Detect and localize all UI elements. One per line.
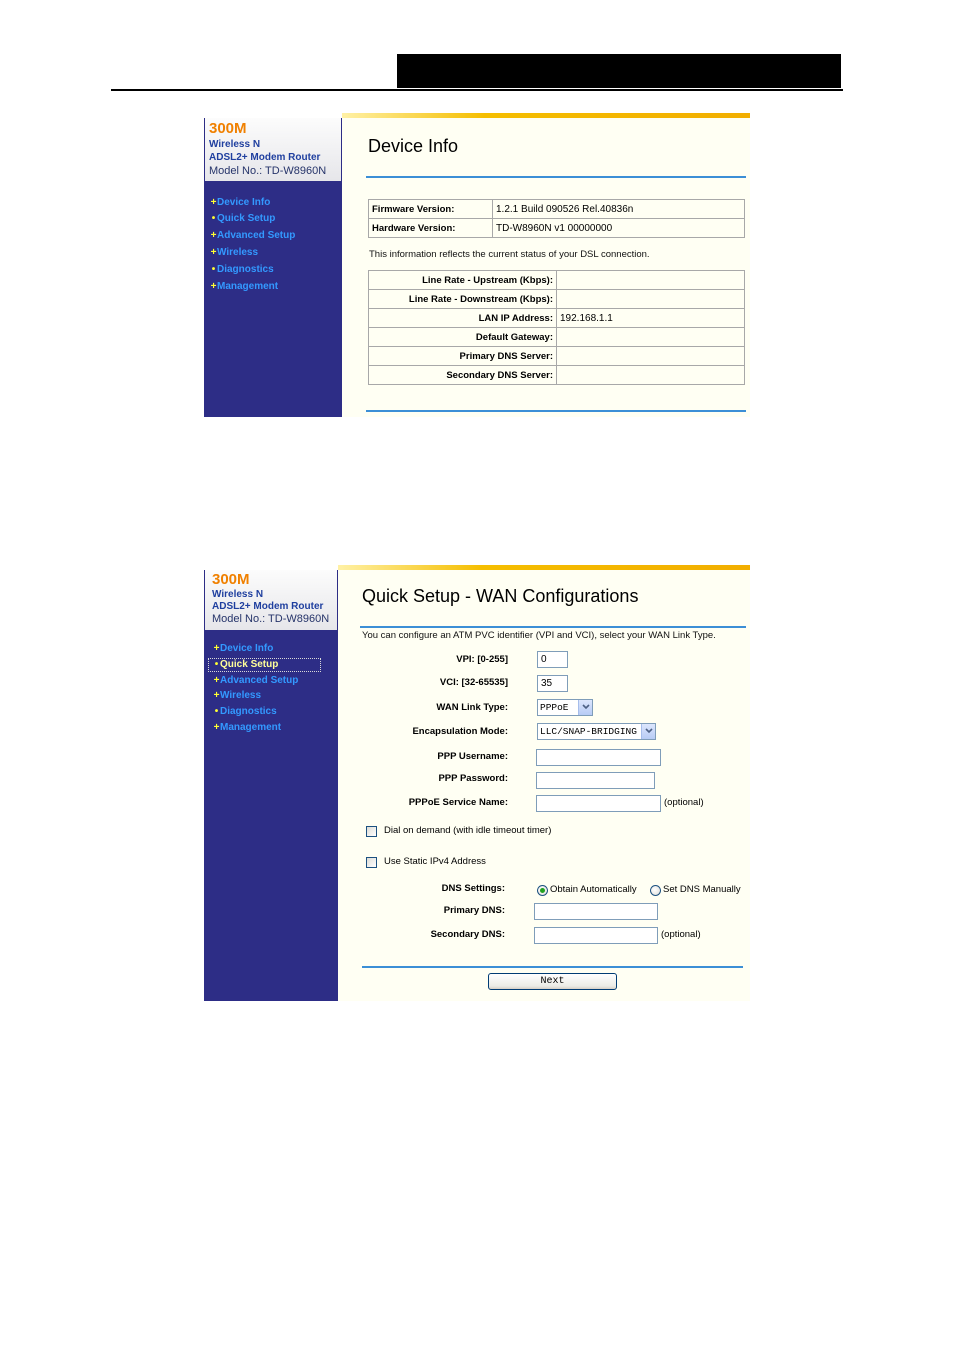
logo-line-2: ADSL2+ Modem Router	[209, 152, 321, 163]
quick-setup-screenshot	[204, 565, 750, 1001]
upstream-rate-label: Line Rate - Upstream (Kbps):	[369, 271, 557, 290]
title-divider	[360, 626, 746, 628]
menu-marker: +	[210, 197, 217, 208]
header-bar	[397, 54, 841, 88]
firmware-version-label: Firmware Version:	[369, 200, 493, 219]
table-row	[369, 347, 745, 366]
menu-item-management[interactable]	[213, 722, 281, 734]
secondary-dns-value	[557, 366, 745, 385]
next-button[interactable]: Next	[488, 973, 617, 990]
firmware-version-value: 1.2.1 Build 090526 Rel.40836n	[493, 200, 745, 219]
wan-link-type-label: WAN Link Type:	[436, 702, 508, 713]
status-note: This information reflects the current status of your DSL connection.	[369, 249, 650, 260]
downstream-rate-label: Line Rate - Downstream (Kbps):	[369, 290, 557, 309]
ppp-password-label: PPP Password:	[438, 773, 508, 784]
menu-item-wireless[interactable]	[213, 690, 261, 702]
vpi-label: VPI: [0-255]	[456, 654, 508, 665]
chevron-down-icon[interactable]	[578, 700, 592, 715]
vci-label: VCI: [32-65535]	[439, 677, 508, 688]
set-dns-manually-radio[interactable]	[650, 885, 661, 896]
device-info-screenshot	[204, 113, 750, 417]
header-rule	[111, 89, 843, 91]
optional-hint: (optional)	[664, 797, 704, 808]
menu-item-label: Advanced Setup	[217, 230, 296, 241]
secondary-dns-label: Secondary DNS:	[430, 929, 505, 940]
menu-marker: •	[211, 213, 216, 224]
primary-dns-value	[557, 347, 745, 366]
logo-line-1: Wireless N	[209, 139, 261, 150]
page-title: Quick Setup - WAN Configurations	[362, 586, 639, 606]
lan-ip-value: 192.168.1.1	[557, 309, 745, 328]
menu-item-label: Device Info	[220, 643, 274, 654]
menu-item-label: Diagnostics	[217, 264, 274, 275]
pppoe-service-name-label: PPPoE Service Name:	[408, 797, 508, 808]
default-gateway-label: Default Gateway:	[369, 328, 557, 347]
table-row	[369, 328, 745, 347]
menu-marker: +	[210, 230, 217, 241]
menu-item-device-info[interactable]	[210, 197, 270, 209]
menu-item-quick-setup[interactable]	[210, 213, 275, 225]
wan-link-type-select[interactable]	[537, 699, 593, 716]
vpi-input[interactable]	[537, 651, 568, 668]
encapsulation-mode-value: LLC/SNAP-BRIDGING	[540, 726, 637, 737]
menu-item-management[interactable]	[210, 281, 278, 293]
primary-dns-label: Primary DNS Server:	[369, 347, 557, 366]
hardware-version-value: TD-W8960N v1 00000000	[493, 219, 745, 238]
intro-text: You can configure an ATM PVC identifier (VPI and VCI), select your WAN Link Type.	[362, 630, 716, 641]
menu-item-advanced-setup[interactable]	[210, 230, 295, 242]
menu-item-diagnostics[interactable]	[213, 706, 277, 718]
table-row	[369, 219, 745, 238]
logo-model: Model No.: TD-W8960N	[209, 165, 327, 177]
menu-marker: +	[213, 675, 220, 686]
menu-item-device-info[interactable]	[213, 643, 273, 655]
menu-item-label: Diagnostics	[220, 706, 277, 717]
encapsulation-mode-label: Encapsulation Mode:	[412, 726, 508, 737]
menu-marker: +	[210, 281, 217, 292]
table-row	[369, 366, 745, 385]
menu-item-label: Wireless	[217, 247, 259, 258]
menu-item-diagnostics[interactable]	[210, 264, 274, 276]
menu-marker: •	[214, 706, 219, 717]
title-divider	[366, 176, 746, 178]
menu-item-label: Advanced Setup	[220, 675, 299, 686]
menu-item-label: Quick Setup	[217, 213, 276, 224]
bottom-divider	[362, 966, 743, 968]
ppp-password-input[interactable]	[536, 772, 655, 789]
menu-item-label: Management	[217, 281, 279, 292]
menu-item-label: Quick Setup	[220, 659, 279, 670]
menu-marker: •	[211, 264, 216, 275]
dial-on-demand-label: Dial on demand (with idle timeout timer)	[384, 825, 552, 836]
menu-item-label: Device Info	[217, 197, 271, 208]
table-row	[369, 290, 745, 309]
menu-marker: +	[213, 643, 220, 654]
static-ipv4-checkbox[interactable]	[366, 857, 377, 868]
logo-brand: 300M	[212, 571, 250, 588]
vci-input[interactable]	[537, 675, 568, 692]
menu-item-advanced-setup[interactable]	[213, 675, 298, 687]
logo-model: Model No.: TD-W8960N	[212, 613, 330, 625]
menu-item-quick-setup[interactable]	[213, 659, 278, 671]
table-row	[369, 271, 745, 290]
obtain-automatically-radio[interactable]	[537, 885, 548, 896]
set-dns-manually-label: Set DNS Manually	[663, 884, 741, 895]
ppp-username-input[interactable]	[536, 749, 661, 766]
dial-on-demand-checkbox[interactable]	[366, 826, 377, 837]
ppp-username-label: PPP Username:	[437, 751, 508, 762]
lan-ip-label: LAN IP Address:	[369, 309, 557, 328]
menu-item-label: Wireless	[220, 690, 262, 701]
wan-link-type-value: PPPoE	[540, 702, 569, 713]
menu-item-wireless[interactable]	[210, 247, 258, 259]
logo-line-1: Wireless N	[212, 589, 264, 600]
logo-brand: 300M	[209, 120, 247, 137]
hardware-version-label: Hardware Version:	[369, 219, 493, 238]
bottom-divider	[366, 410, 746, 412]
version-table	[368, 199, 745, 238]
optional-hint: (optional)	[661, 929, 701, 940]
secondary-dns-input[interactable]	[534, 927, 658, 944]
chevron-down-icon[interactable]	[641, 724, 655, 739]
table-row	[369, 309, 745, 328]
pppoe-service-name-input[interactable]	[536, 795, 661, 812]
menu-item-label: Management	[220, 722, 282, 733]
secondary-dns-label: Secondary DNS Server:	[369, 366, 557, 385]
menu-marker: +	[213, 722, 220, 733]
primary-dns-input[interactable]	[534, 903, 658, 920]
menu-marker: +	[213, 690, 220, 701]
menu-marker: +	[210, 247, 217, 258]
page-title: Device Info	[368, 136, 459, 156]
encapsulation-mode-select[interactable]	[537, 723, 656, 740]
default-gateway-value	[557, 328, 745, 347]
obtain-automatically-label: Obtain Automatically	[550, 884, 637, 895]
downstream-rate-value	[557, 290, 745, 309]
logo-line-2: ADSL2+ Modem Router	[212, 601, 324, 612]
table-row	[369, 200, 745, 219]
status-table	[368, 270, 745, 385]
dns-settings-label: DNS Settings:	[441, 883, 505, 894]
primary-dns-label: Primary DNS:	[443, 905, 505, 916]
menu-marker: •	[214, 659, 219, 670]
upstream-rate-value	[557, 271, 745, 290]
static-ipv4-label: Use Static IPv4 Address	[384, 856, 486, 867]
